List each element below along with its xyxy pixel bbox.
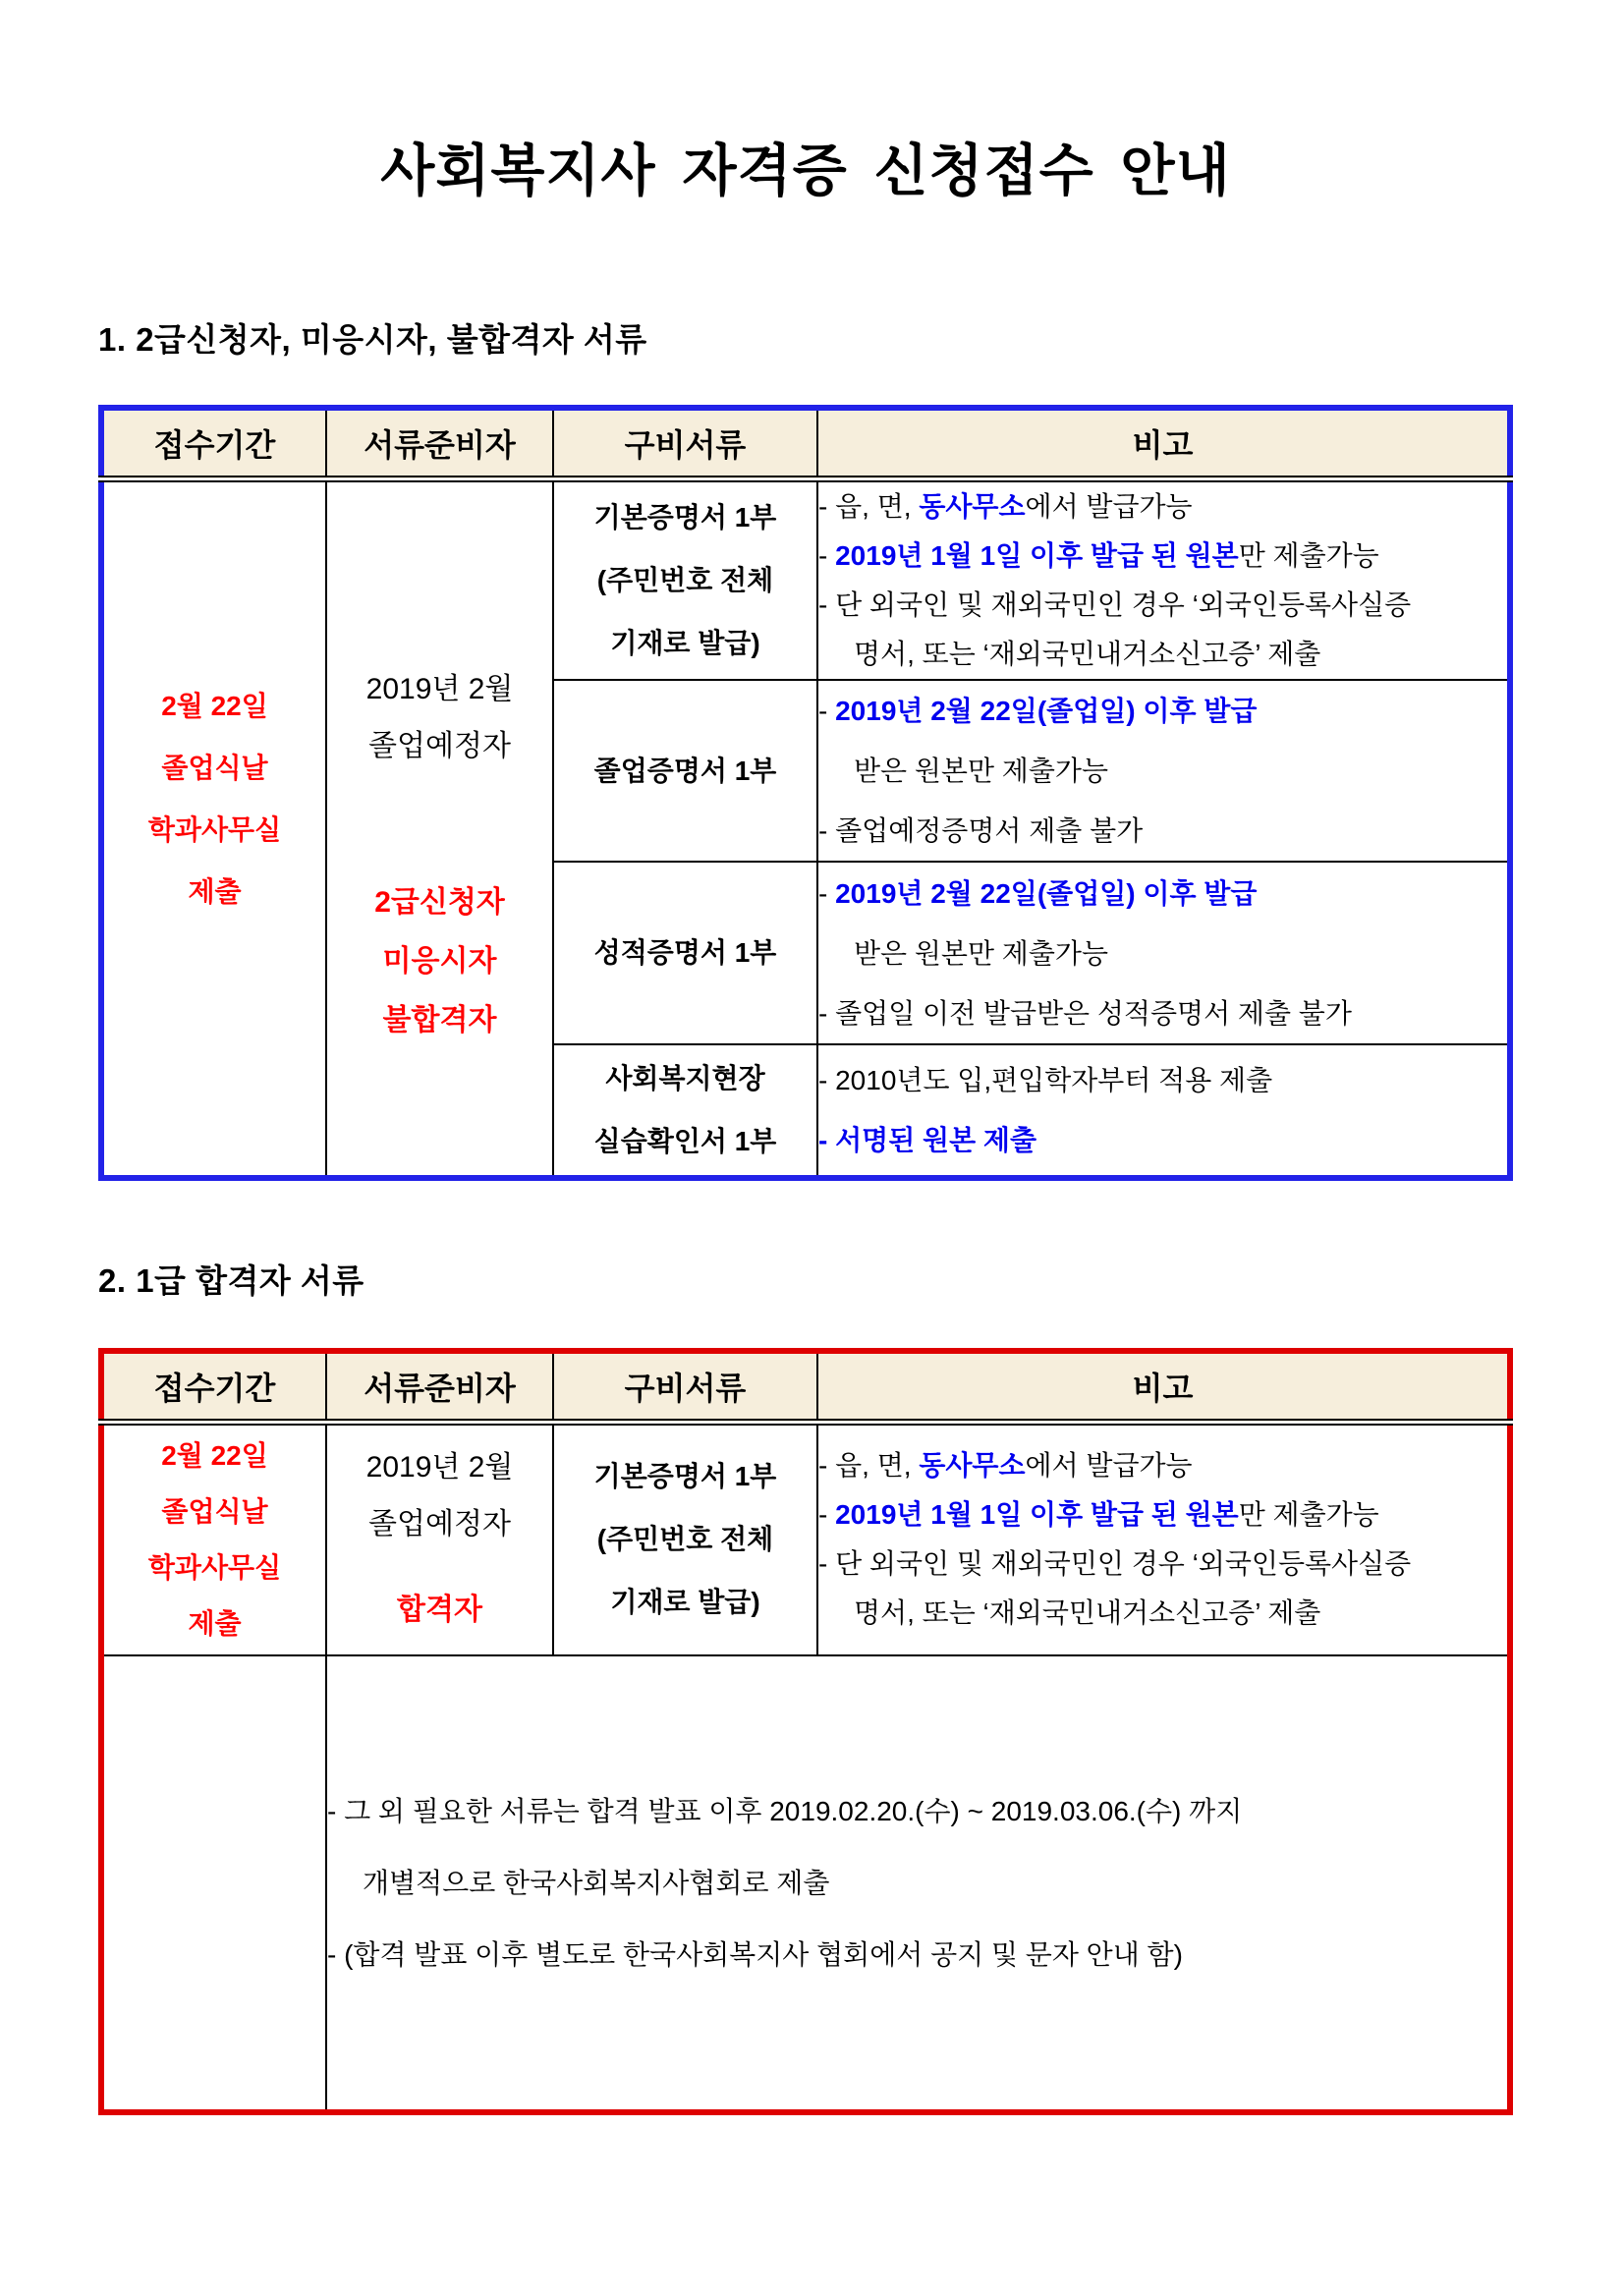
table-header-row	[101, 408, 1510, 478]
table-row	[101, 1422, 1510, 1655]
note-line	[818, 801, 1507, 861]
note-text: -	[818, 539, 836, 571]
note-text: 에서 발급가능	[1025, 490, 1193, 522]
reception-period-cell	[101, 478, 326, 1178]
text-line: 기본증명서 1부	[593, 1461, 777, 1492]
document-preparer-cell	[326, 478, 553, 1178]
text-line: 2월 22일	[161, 1440, 268, 1472]
note-text: - 읍, 면,	[818, 1450, 920, 1482]
note-text: 명서, 또는 ‘재외국민내거소신고증’ 제출	[854, 1597, 1321, 1629]
remarks-cell	[817, 478, 1510, 680]
column-header-document-preparer: 서류준비자	[326, 1351, 553, 1422]
page-title: 사회복지사 자격증 신청접수 안내	[380, 140, 1231, 202]
section-2-heading: 2. 1급 합격자 서류	[98, 1262, 364, 1299]
note-line	[818, 1490, 1507, 1540]
table-grade1-passers	[98, 1348, 1513, 2115]
note-highlight: 2019년 2월 22일(졸업일) 이후 발급	[835, 877, 1258, 909]
text-line: 졸업예정자	[368, 1508, 511, 1541]
preparer-target-group	[374, 873, 505, 1050]
text-line: 2월 22일	[161, 691, 268, 722]
note-line	[818, 482, 1507, 532]
note-line	[327, 1847, 1507, 1919]
text-line: 제출	[188, 1608, 242, 1640]
note-line	[818, 532, 1507, 581]
note-line	[818, 924, 1507, 983]
note-line	[327, 1775, 1507, 1847]
note-line	[818, 864, 1507, 924]
text-line: 제출	[188, 876, 242, 908]
note-text: 만 제출가능	[1238, 1499, 1379, 1531]
note-text: - 졸업일 이전 발급받은 성적증명서 제출 불가	[818, 997, 1352, 1029]
text-line: 졸업예정자	[368, 729, 511, 762]
required-document-cell	[553, 1044, 817, 1178]
column-header-remarks: 비고	[817, 408, 1510, 478]
text-line: 실습확인서 1부	[593, 1126, 777, 1156]
note-highlight: - 서명된 원본 제출	[818, 1125, 1036, 1155]
remarks-cell	[817, 862, 1510, 1044]
column-header-required-documents: 구비서류	[553, 1351, 817, 1422]
note-line	[818, 1441, 1507, 1490]
text-line: 졸업식날	[161, 1496, 268, 1528]
column-header-remarks: 비고	[817, 1351, 1510, 1422]
preparer-content	[327, 1439, 552, 1640]
note-text: - 졸업예정증명서 제출 불가	[818, 815, 1144, 846]
note-text: -	[818, 696, 836, 726]
table-header-row	[101, 1351, 1510, 1422]
note-highlight: 동사무소	[919, 1450, 1026, 1482]
note-highlight: 2019년 1월 1일 이후 발급 된 원본	[835, 539, 1239, 571]
text-line: 2019년 2월	[365, 1451, 514, 1484]
text-line: 2급신청자	[374, 885, 505, 919]
text-line: 2019년 2월	[365, 672, 514, 705]
text-line: 졸업증명서 1부	[593, 755, 777, 786]
column-header-required-documents: 구비서류	[553, 408, 817, 478]
note-line	[818, 630, 1507, 679]
note-text: 받은 원본만 제출가능	[854, 937, 1108, 969]
note-text: - 그 외 필요한 서류는 합격 발표 이후 2019.02.20.(수) ~ 2019.03.06.(수) 까지	[327, 1796, 1243, 1826]
remarks-cell	[817, 1044, 1510, 1178]
preparer-target-group	[397, 1581, 482, 1640]
footer-note-cell	[326, 1655, 1510, 2112]
text-line: (주민번호 전체	[596, 564, 774, 595]
text-line: 합격자	[397, 1594, 482, 1627]
text-line: 학과사무실	[147, 814, 282, 846]
column-header-reception-period: 접수기간	[101, 1351, 326, 1422]
required-document-cell	[553, 478, 817, 680]
remarks-cell	[817, 1422, 1510, 1655]
text-line: 학과사무실	[147, 1552, 282, 1584]
reception-period-cell	[101, 1422, 326, 1655]
text-line: 미응시자	[382, 944, 497, 978]
note-line	[818, 741, 1507, 801]
column-header-reception-period: 접수기간	[101, 408, 326, 478]
text-line: 성적증명서 1부	[593, 937, 777, 968]
note-line	[818, 1540, 1507, 1589]
preparer-group	[366, 1439, 514, 1553]
note-text: 에서 발급가능	[1025, 1450, 1193, 1482]
note-text: - 2010년도 입,편입학자부터 적용 제출	[818, 1065, 1273, 1095]
text-line: 사회복지현장	[605, 1063, 765, 1093]
required-document-cell	[553, 1422, 817, 1655]
note-text: 명서, 또는 ‘재외국민내거소신고증’ 제출	[854, 638, 1321, 669]
note-line	[818, 1589, 1507, 1638]
note-text: -	[818, 877, 836, 909]
note-line	[327, 1919, 1507, 1990]
preparer-content	[327, 607, 552, 1050]
text-line: 불합격자	[382, 1003, 497, 1036]
note-text: - 단 외국인 및 재외국민인 경우 ‘외국인등록사실증	[818, 1548, 1412, 1580]
preparer-group	[366, 661, 514, 775]
note-text: 만 제출가능	[1238, 539, 1379, 571]
text-line: 기본증명서 1부	[593, 501, 777, 532]
note-highlight: 동사무소	[919, 490, 1026, 522]
table-row	[101, 478, 1510, 680]
note-line	[818, 581, 1507, 630]
note-highlight: 2019년 1월 1일 이후 발급 된 원본	[835, 1499, 1239, 1531]
required-document-cell	[553, 680, 817, 862]
required-document-cell	[553, 862, 817, 1044]
column-header-document-preparer: 서류준비자	[326, 408, 553, 478]
table-grade2-applicants	[98, 405, 1513, 1181]
text-line: 졸업식날	[161, 753, 268, 784]
note-line	[818, 1110, 1507, 1170]
empty-cell	[101, 1655, 326, 2112]
note-text: - 읍, 면,	[818, 490, 920, 522]
remarks-cell	[817, 680, 1510, 862]
table-row	[101, 1655, 1510, 2112]
note-text: -	[818, 1499, 836, 1531]
note-text: - 단 외국인 및 재외국민인 경우 ‘외국인등록사실증	[818, 588, 1412, 620]
note-text: 개별적으로 한국사회복지사협회로 제출	[363, 1868, 830, 1898]
note-line	[818, 681, 1507, 741]
section-1-heading: 1. 2급신청자, 미응시자, 불합격자 서류	[98, 321, 647, 358]
note-text: - (합격 발표 이후 별도로 한국사회복지사 협회에서 공지 및 문자 안내 함)	[327, 1939, 1183, 1970]
note-text: 받은 원본만 제출가능	[854, 756, 1108, 786]
document-preparer-cell	[326, 1422, 553, 1655]
text-line: 기재로 발급)	[610, 1587, 760, 1618]
note-line	[818, 983, 1507, 1043]
text-line: (주민번호 전체	[596, 1524, 774, 1555]
note-highlight: 2019년 2월 22일(졸업일) 이후 발급	[835, 696, 1258, 726]
text-line: 기재로 발급)	[610, 627, 760, 658]
note-line	[818, 1050, 1507, 1110]
